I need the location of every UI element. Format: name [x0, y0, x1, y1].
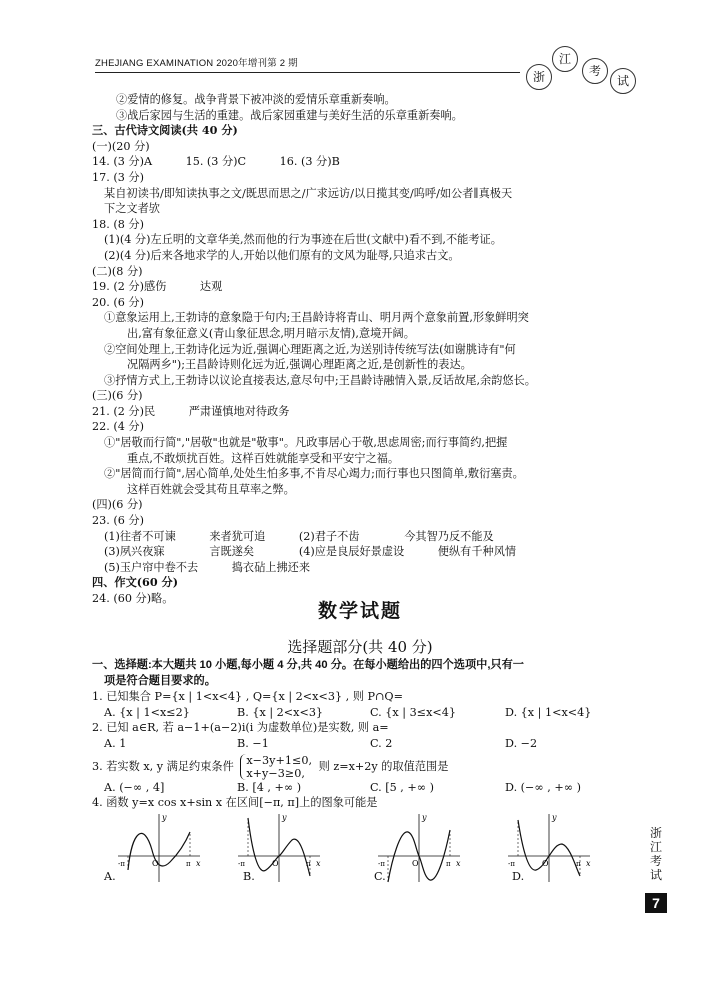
answer-line: (1)往者不可谏 来者犹可追 (2)君子不齿 今其智乃反不能及: [104, 529, 494, 543]
answer-line: ②"居简而行简",居心简单,处处生怕多事,不肯尽心竭力;而行事也只图简单,敷衍塞责。: [104, 467, 524, 481]
q3-constraint-2: x+y−3≥0,: [246, 766, 305, 780]
graph-b-origin: O: [272, 859, 279, 868]
graph-b-negpi: -π: [238, 860, 245, 868]
answer-line: (一)(20 分): [92, 139, 150, 153]
answer-line: ③抒情方式上,王勃诗以议论直接表达,意尽句中;王昌龄诗融情入景,反话故尾,余韵悠长。: [104, 373, 536, 387]
answer-line: (1)(4 分)左丘明的文章华美,然而他的行为事迹在后世(文献中)看不到,不能考证。: [104, 233, 502, 247]
graph-c-x: x: [456, 859, 461, 868]
graph-a: [114, 810, 204, 886]
graph-c-origin: O: [412, 859, 419, 868]
answer-line: 三、古代诗文阅读(共 40 分): [92, 123, 238, 138]
answer-line: 四、作文(60 分): [92, 575, 178, 590]
graph-a-x: x: [196, 859, 201, 868]
graph-label-c: C.: [374, 870, 386, 883]
graph-c-negpi: -π: [378, 860, 385, 868]
q4-graphs: [92, 810, 591, 890]
answer-line: (5)玉户帘中卷不去 捣衣砧上拂还来: [104, 560, 311, 574]
graph-d-y: y: [552, 813, 557, 822]
answer-line: ③战后家园与生活的重建。战后家园重建与美好生活的乐章重新奏响。: [116, 108, 463, 122]
answer-line: ①意象运用上,王勃诗的意象隐于句内;王昌龄诗将青山、明月两个意象前置,形象鲜明突: [104, 311, 529, 325]
answer-line: 21. (2 分)民 严肃谨慎地对待政务: [92, 404, 290, 418]
graph-c: [374, 810, 464, 886]
graph-a-y: y: [162, 813, 167, 822]
q1-option-c: C. {x | 3≤x<4}: [370, 705, 456, 719]
answer-line: 17. (3 分): [92, 170, 144, 184]
graph-label-b: B.: [243, 870, 255, 883]
answer-line: 22. (4 分): [92, 420, 144, 434]
answer-line: 下之文者欤: [104, 202, 160, 216]
side-label: 浙江考试: [649, 826, 662, 882]
answer-line: (三)(6 分): [92, 389, 143, 403]
q1-option-d: D. {x | 1<x<4}: [505, 705, 592, 719]
q3-options: [92, 780, 637, 796]
header-rule: [95, 72, 520, 73]
q2-option-a: A. 1: [104, 736, 127, 750]
graph-d-origin: O: [542, 859, 549, 868]
page-number: 7: [645, 893, 667, 913]
q3-option-d: D. (−∞ , +∞ ): [505, 780, 582, 794]
answer-line: 24. (60 分)略。: [92, 592, 174, 605]
answer-line: (3)夙兴夜寐 言既遂矣 (4)应是良辰好景虚设 便纵有千种风情: [104, 545, 517, 559]
answer-line: 这样百姓就会受其苟且草率之弊。: [127, 482, 295, 496]
stamp-3: 考: [582, 58, 608, 84]
answer-line: 出,富有象征意义(青山象征思念,明月暗示友情),意境开阔。: [127, 326, 415, 340]
q3-stem-pre: 3. 若实数 x, y 满足约束条件: [92, 759, 234, 773]
q3-stem: [92, 754, 637, 780]
q3-option-b: B. [4 , +∞ ): [237, 780, 302, 794]
q1-stem: 1. 已知集合 P={x | 1<x<4} , Q={x | 2<x<3} , 则 P∩Q=: [92, 690, 403, 704]
part-title: 选择题部分(共 40 分): [287, 638, 433, 656]
answer-line: ②空间处理上,王勃诗化远为近,强调心理距离之近,为送别诗传统写法(如谢朓诗有"何: [104, 342, 516, 356]
stamp-4: 试: [610, 68, 636, 94]
answer-line: 14. (3 分)A 15. (3 分)C 16. (3 分)B: [92, 155, 340, 169]
graph-d-negpi: -π: [508, 860, 515, 868]
answer-line: ②爱情的修复。战争背景下被冲淡的爱情乐章重新奏响。: [116, 93, 396, 106]
stamp-2: 江: [552, 46, 578, 72]
q1-option-a: A. {x | 1<x≤2}: [104, 705, 190, 719]
answer-line: 23. (6 分): [92, 514, 144, 528]
q2-option-b: B. −1: [237, 736, 269, 750]
section-heading-cont: 项是符合题目要求的。: [104, 674, 216, 687]
header-stamps: [520, 44, 640, 94]
math-title: 数学试题: [317, 600, 402, 622]
graph-a-origin: O: [152, 859, 159, 868]
q3-constraints: [240, 754, 312, 780]
graph-a-pospi: π: [186, 860, 191, 868]
graph-b-x: x: [316, 859, 321, 868]
math-section: [92, 658, 637, 811]
graph-label-d: D.: [512, 870, 525, 883]
answer-line: (2)(4 分)后来各地求学的人,开始以他们原有的文风为耻辱,只追求古文。: [104, 248, 460, 262]
q2-options: [92, 736, 637, 752]
q2-option-c: C. 2: [370, 736, 393, 750]
chinese-answers: [92, 92, 627, 607]
q1-option-b: B. {x | 2<x<3}: [237, 705, 324, 719]
q3-stem-post: 则 z=x+2y 的取值范围是: [318, 759, 449, 773]
answer-line: (四)(6 分): [92, 498, 143, 512]
graph-c-y: y: [422, 813, 427, 822]
graph-d-x: x: [586, 859, 591, 868]
section-heading: 一、选择题:本大题共 10 小题,每小题 4 分,共 40 分。在每小题给出的四个选项中,只有一: [92, 659, 524, 671]
q1-options: [92, 705, 637, 721]
answer-line: 20. (6 分): [92, 295, 144, 309]
answer-line: ①"居敬而行简","居敬"也就是"敬事"。凡政事居心于敬,思虑周密;而行事简约,把握: [104, 436, 508, 450]
answer-line: 某自初读书/即知读执事之文/既思而思之/广求远访/以日揽其变/呜呼/如公者∥真极天: [104, 186, 513, 200]
stamp-1: 浙: [526, 64, 552, 90]
answer-line: 况隔两乡");王昌龄诗则化远为近,强调心理距离之近,是创新性的表达。: [127, 358, 472, 372]
graph-c-pospi: π: [446, 860, 451, 868]
q3-constraint-1: x−3y+1≤0,: [246, 753, 313, 767]
q3-option-c: C. [5 , +∞ ): [370, 780, 435, 794]
q2-option-d: D. −2: [505, 736, 538, 750]
answer-line: 19. (2 分)感伤 达观: [92, 280, 223, 294]
graph-b-pospi: π: [306, 860, 311, 868]
answer-line: 重点,不敢烦扰百姓。这样百姓就能享受和平安宁之福。: [127, 451, 400, 465]
graph-a-negpi: -π: [118, 860, 125, 868]
q3-option-a: A. (−∞ , 4]: [104, 780, 165, 794]
graph-label-a: A.: [104, 870, 116, 883]
q4-stem: 4. 函数 y=x cos x+sin x 在区间[−π, π]上的图象可能是: [92, 796, 378, 810]
answer-line: (二)(8 分): [92, 264, 143, 278]
q2-stem: 2. 已知 a∈R, 若 a−1+(a−2)i(i 为虚数单位)是实数, 则 a=: [92, 721, 389, 735]
graph-d-pospi: π: [576, 860, 581, 868]
graph-b-y: y: [282, 813, 287, 822]
running-title: ZHEJIANG EXAMINATION 2020年增刊第 2 期: [95, 58, 298, 69]
answer-line: 18. (8 分): [92, 217, 144, 231]
